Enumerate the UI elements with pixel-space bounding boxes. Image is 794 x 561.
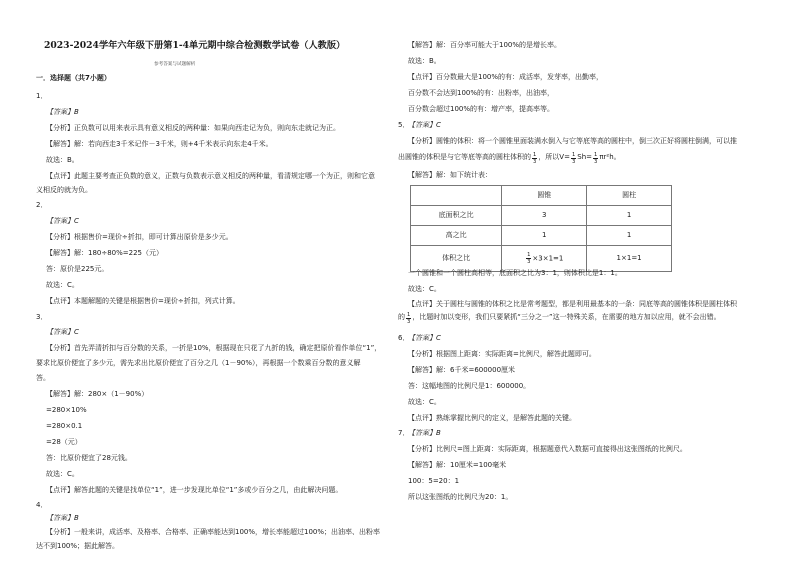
solution-line: 【解答】解：如下统计表：: [408, 171, 492, 179]
fraction-numerator: 1: [527, 252, 531, 258]
question-number: 7．: [398, 429, 410, 437]
section-heading: 一．选择题（共7小题）: [36, 74, 111, 82]
answer-line: 【答案】B: [46, 514, 79, 522]
conclusion-line: 一个圆锥和一个圆柱高相等，底面积之比为3：1，则体积比是1：1。: [408, 269, 622, 277]
analysis-line: 【分析】圆锥的体积：将一个圆锥里面装满水倒入与它等底等高的圆柱中，倒三次正好将圆柱倒满，可以推: [408, 137, 737, 145]
question-number: 3．: [36, 313, 48, 321]
calc-step: =28（元）: [46, 438, 82, 446]
comment-line: 【点评】关于圆柱与圆锥的体积之比是常考题型，都是利用最基本的一条：同底等高的圆锥体积是圆柱体积: [408, 300, 737, 308]
analysis-line: 答。: [36, 374, 50, 382]
table-row: [411, 206, 672, 226]
fraction-denominator: 3: [533, 158, 537, 165]
choice-line: 故选：C。: [408, 285, 441, 293]
comment-line: 【点评】本题解题的关键是根据售价=现价÷折扣，列式计算。: [46, 297, 240, 305]
table-cell: 圆柱: [587, 186, 672, 206]
comment-formula-line: [398, 310, 721, 326]
fraction-one-third: [526, 252, 531, 265]
page-subtitle: 参考答案与试题解析: [154, 62, 196, 67]
answer-statement: 答：这幅地图的比例尺是1：600000。: [408, 382, 531, 390]
comment-line: 【点评】此题主要考查正负数的意义，正数与负数表示意义相反的两种量，看清规定哪一个为正，则和它意: [46, 172, 375, 180]
analysis-line: 【分析】正负数可以用来表示具有意义相反的两种量：如果向西走记为负，则向东走就记为正。: [46, 124, 340, 132]
comment-line: 【点评】解答此题的关键是找单位“1”，进一步发现比单位“1”多或少百分之几，由此解决问题。: [46, 486, 343, 494]
fraction-numerator: 1: [533, 151, 537, 158]
fraction-one-third: [406, 312, 411, 325]
choice-line: 故选：B。: [46, 156, 79, 164]
solution-line: 【解答】解：若向西走3千米记作－3千米，则+4千米表示向东走4千米。: [46, 140, 273, 148]
calc-step: 100：5=20：1: [408, 477, 460, 485]
answer-statement: 答：原价是225元。: [46, 265, 109, 273]
fraction-denominator: 3: [527, 259, 531, 265]
analysis-line: 【分析】根据图上距离：实际距离=比例尺，解答此题即可。: [408, 350, 596, 358]
analysis-text: Sh=: [577, 153, 593, 162]
question-number: 6．: [398, 334, 410, 342]
fraction-denominator: 3: [571, 158, 576, 165]
fraction-one-third: [593, 152, 598, 165]
fraction-numerator: 1: [407, 311, 411, 318]
comment-line: 百分数不会达到100%的有：出粉率，出油率，: [408, 89, 555, 97]
analysis-line: 要求比原价便宜了多少元，需先求出比原价便宜了百分之几（1－90%），再根据一个数乘百分数的意义解: [36, 359, 361, 367]
table-cell: 高之比: [411, 226, 502, 246]
table-header-row: [411, 186, 672, 206]
answer-line: 【答案】C: [408, 121, 441, 129]
comparison-table: [410, 185, 672, 272]
choice-line: 故选：B。: [408, 57, 441, 65]
analysis-text: 出圆锥的体积是与它等底等高的圆柱体积的: [398, 153, 531, 162]
question-number: 2．: [36, 201, 48, 209]
question-number: 1．: [36, 92, 48, 100]
analysis-text: ，所以V=: [538, 153, 570, 162]
analysis-line: 【分析】一般来讲，成活率、及格率、合格率、正确率能达到100%，增长率能超过100%；出油率、出粉率: [46, 528, 381, 536]
fraction-numerator: 1: [594, 151, 598, 158]
cell-text: ×3×1=1: [532, 254, 564, 263]
solution-line: 【解答】解：280×（1－90%）: [46, 390, 149, 398]
table-cell: 1: [587, 226, 672, 246]
fraction-one-third: [532, 152, 537, 165]
choice-line: 故选：C。: [46, 470, 79, 478]
analysis-line: 【分析】根据售价=现价÷折扣，即可计算出原价是多少元。: [46, 233, 233, 241]
solution-line: 【解答】解：180÷80%=225（元）: [46, 249, 164, 257]
solution-line: 【解答】解：6千米=600000厘米: [408, 366, 516, 374]
table-cell: 圆锥: [502, 186, 587, 206]
answer-statement: 所以这张图纸的比例尺为20：1。: [408, 493, 513, 501]
table-cell: 底面积之比: [411, 206, 502, 226]
analysis-text: πr²h。: [599, 153, 621, 162]
answer-line: 【答案】C: [46, 217, 79, 225]
solution-line: 【解答】解：10厘米=100毫米: [408, 461, 507, 469]
answer-line: 【答案】B: [408, 429, 441, 437]
table-cell: 3: [502, 206, 587, 226]
calc-step: =280×10%: [46, 406, 87, 414]
table-cell: [411, 186, 502, 206]
analysis-line: 【分析】比例尺=图上距离：实际距离，根据题意代入数据可直接得出这张图纸的比例尺。: [408, 445, 687, 453]
page-title: 2023-2024学年六年级下册第1-4单元期中综合检测数学试卷（人教版）: [44, 40, 346, 51]
fraction-denominator: 3: [594, 158, 598, 165]
fraction-one-third: [571, 152, 576, 165]
comment-line: 【点评】熟练掌握比例尺的定义，是解答此题的关键。: [408, 414, 576, 422]
solution-line: 【解答】解：百分率可能大于100%的是增长率。: [408, 41, 562, 49]
answer-statement: 答：比原价便宜了28元钱。: [46, 454, 132, 462]
answer-line: 【答案】C: [408, 334, 441, 342]
comment-line: 义相反的就为负。: [36, 186, 92, 194]
choice-line: 故选：C。: [46, 281, 79, 289]
question-number: 4．: [36, 501, 48, 509]
analysis-line: 【分析】首先弄清折扣与百分数的关系，一折是10%，根据现在只花了九折的钱，确定把原价看作单位“1”，: [46, 344, 382, 352]
choice-line: 故选：C。: [408, 398, 441, 406]
comment-text: ，比题时加以变形，我们只要紧抓“三分之一”这一特殊关系，在需要的地方加以应用，就不会出错。: [412, 313, 721, 322]
analysis-line: 达不到100%；据此解答。: [36, 542, 120, 550]
table-row: [411, 226, 672, 246]
calc-step: =280×0.1: [46, 422, 83, 430]
question-number: 5．: [398, 121, 410, 129]
comment-line: 【点评】百分数最大是100%的有：成活率，发芽率，出勤率，: [408, 73, 604, 81]
answer-line: 【答案】C: [46, 328, 79, 336]
table-cell: 1×1=1: [587, 246, 672, 272]
comment-line: 百分数会超过100%的有：增产率，提高率等。: [408, 105, 555, 113]
fraction-numerator: 1: [571, 151, 576, 158]
answer-line: 【答案】B: [46, 108, 79, 116]
comment-text: 的: [398, 313, 405, 322]
table-cell: 1: [502, 226, 587, 246]
table-cell: 1: [587, 206, 672, 226]
table-cell: 体积之比: [411, 246, 502, 272]
fraction-denominator: 3: [407, 318, 411, 325]
analysis-formula-line: [398, 150, 621, 166]
